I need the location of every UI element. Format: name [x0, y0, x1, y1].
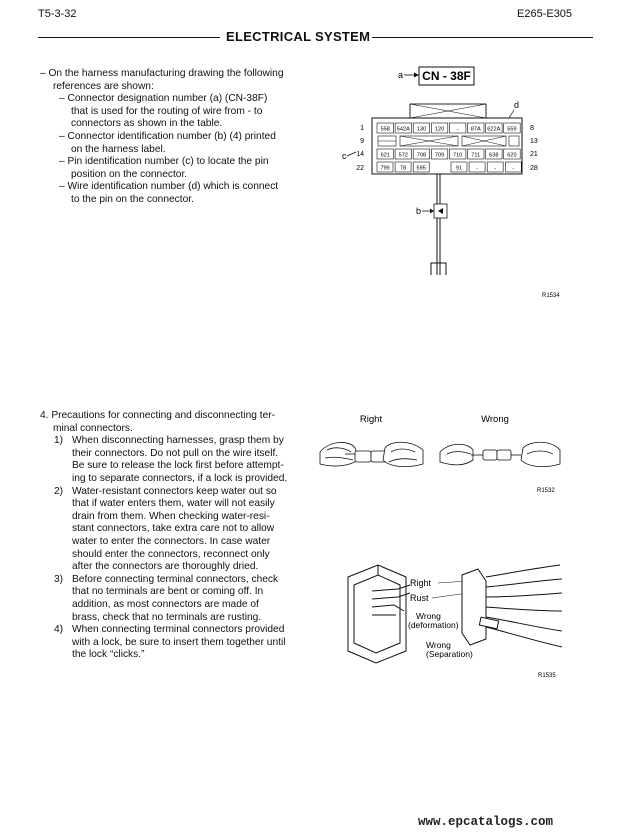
label-rust: Rust: [410, 593, 429, 603]
precaution-line: When connecting terminal connectors provided: [72, 624, 285, 636]
precaution-line: stant connectors, take extra care not to allow: [72, 523, 275, 535]
pin-start-row3: 14: [356, 151, 364, 158]
wire-number: -: [456, 126, 459, 133]
precaution-item: [40, 624, 290, 662]
precaution-number: 3): [54, 573, 64, 585]
pin-start-row4: 22: [356, 165, 364, 172]
intro-item-line: to the pin on the connector.: [71, 193, 194, 205]
pin-start-row2: 9: [360, 138, 364, 145]
precautions-heading: 4. Precautions for connecting and disconnecting ter-: [40, 410, 276, 421]
wire-number: 595: [416, 165, 426, 172]
wire-number: 542A: [396, 126, 410, 133]
wire-number: 78: [399, 165, 407, 172]
intro-item: [59, 156, 290, 181]
label-wrong-deform: Wrong: [416, 611, 441, 621]
wire-number: 572: [398, 152, 409, 159]
intro-lead-line: – On the harness manufacturing drawing the following: [40, 68, 284, 79]
precautions-block: [40, 410, 290, 662]
pin-end-row3: 21: [530, 151, 538, 158]
precaution-line: the lock “clicks.”: [72, 649, 145, 661]
precaution-line: their connectors. Do not pull on the wire itself.: [72, 447, 279, 459]
wire-number: -: [494, 165, 497, 172]
precaution-line: Be sure to release the lock first before attempt-: [72, 460, 284, 472]
wire-number: 130: [416, 126, 427, 133]
section-title: ELECTRICAL SYSTEM: [226, 29, 371, 44]
model-range: E265-E305: [517, 8, 573, 20]
pin-end-row2: 13: [530, 138, 538, 145]
callout-b: b: [416, 206, 422, 216]
footer-watermark: www.epcatalogs.com: [418, 815, 554, 829]
wire-number: 87A: [470, 126, 481, 133]
intro-item-line: that is used for the routing of wire from - to: [71, 105, 263, 117]
connector-diagram: [330, 60, 570, 300]
precaution-line: should enter the connectors, reconnect only: [72, 548, 270, 560]
label-deformation: (deformation): [408, 620, 459, 630]
precaution-line: that if water enters them, water will not easily: [72, 498, 275, 510]
wire-number: 559: [507, 126, 517, 133]
precaution-line: after the connectors are thoroughly dried.: [72, 561, 259, 573]
pin-end-row4: 28: [530, 165, 538, 172]
intro-item-line: position on the connector.: [71, 168, 188, 180]
right-connector-wires: [462, 565, 562, 647]
precaution-line: When disconnecting harnesses, grasp them by: [72, 435, 284, 447]
precaution-line: Water-resistant connectors keep water out so: [72, 485, 277, 497]
precaution-line: water to enter the connectors. In case water: [72, 535, 271, 547]
wire-number: 622A: [487, 126, 501, 133]
precaution-item: [40, 574, 290, 624]
precaution-item: [40, 435, 290, 485]
wrong-hands-illustration: [440, 442, 560, 466]
precaution-number: 2): [54, 485, 64, 497]
precaution-line: addition, as most connectors are made of: [72, 598, 259, 610]
header-rule-left: [38, 37, 220, 38]
precaution-item: [40, 486, 290, 574]
wire-number: 91: [455, 165, 463, 172]
wire-number: 710: [452, 152, 463, 159]
wire-number: 558: [380, 126, 390, 133]
label-right: Right: [410, 578, 432, 588]
figure-id: R1534: [542, 293, 560, 299]
wire-number: 708: [416, 152, 427, 159]
pin-start-row1: 1: [360, 125, 364, 132]
intro-item-line: – Wire identification number (d) which is connect: [59, 181, 279, 193]
precaution-line: that no terminals are bent or coming off. In: [72, 586, 264, 598]
intro-item-line: connectors as shown in the table.: [71, 118, 223, 130]
precautions-heading: minal connectors.: [53, 422, 133, 434]
intro-item: [59, 93, 290, 131]
intro-item: [59, 181, 290, 206]
left-connector-housing: [348, 565, 406, 663]
header-rule-right: [372, 37, 593, 38]
intro-item-line: – Connector designation number (a) (CN-38F): [59, 93, 268, 105]
figure-id: R1532: [537, 488, 555, 494]
wire-number: -: [476, 165, 479, 172]
precaution-number: 4): [54, 624, 64, 636]
callout-a: a: [398, 70, 404, 80]
wire-number: 120: [434, 126, 445, 133]
callout-c: c: [342, 151, 347, 161]
terminal-figure: [330, 555, 570, 685]
wrong-label: Wrong: [481, 414, 509, 425]
wire-number: 620: [507, 152, 517, 159]
label-separation: (Separation): [426, 649, 473, 659]
right-label: Right: [359, 414, 383, 425]
intro-lead-line: references are shown:: [53, 80, 154, 92]
wire-number: 709: [434, 152, 445, 159]
right-hands-illustration: [320, 442, 423, 466]
precaution-line: with a lock, be sure to insert them together until: [72, 636, 286, 648]
pin-end-row1: 8: [530, 125, 534, 132]
wire-number: 799: [380, 165, 390, 172]
wire-number: 621: [380, 152, 390, 159]
precaution-line: ing to separate connectors, if a lock is provided.: [72, 472, 288, 484]
hands-figure: [315, 410, 565, 500]
precaution-number: 1): [54, 435, 64, 447]
designation-label: CN - 38F: [422, 69, 471, 83]
callout-d: d: [514, 100, 520, 110]
intro-item-line: – Pin identification number (c) to locate the pin: [59, 156, 269, 168]
intro-item: [59, 131, 290, 156]
precaution-line: brass, check that no terminals are rusting.: [72, 611, 262, 623]
precaution-line: drain from them. When checking water-resi-: [72, 510, 270, 522]
intro-block: [40, 68, 290, 207]
wire-number: -: [512, 165, 515, 172]
intro-item-line: on the harness label.: [71, 143, 166, 155]
wire-number: 638: [489, 152, 499, 159]
intro-item-line: – Connector identification number (b) (4) printed: [59, 130, 276, 142]
precaution-line: Before connecting terminal connectors, check: [72, 573, 279, 585]
figure-id: R1535: [538, 673, 556, 679]
page-reference: T5-3-32: [38, 8, 77, 20]
label-wrong-sep: Wrong: [426, 640, 451, 650]
wire-number: 711: [471, 152, 481, 159]
